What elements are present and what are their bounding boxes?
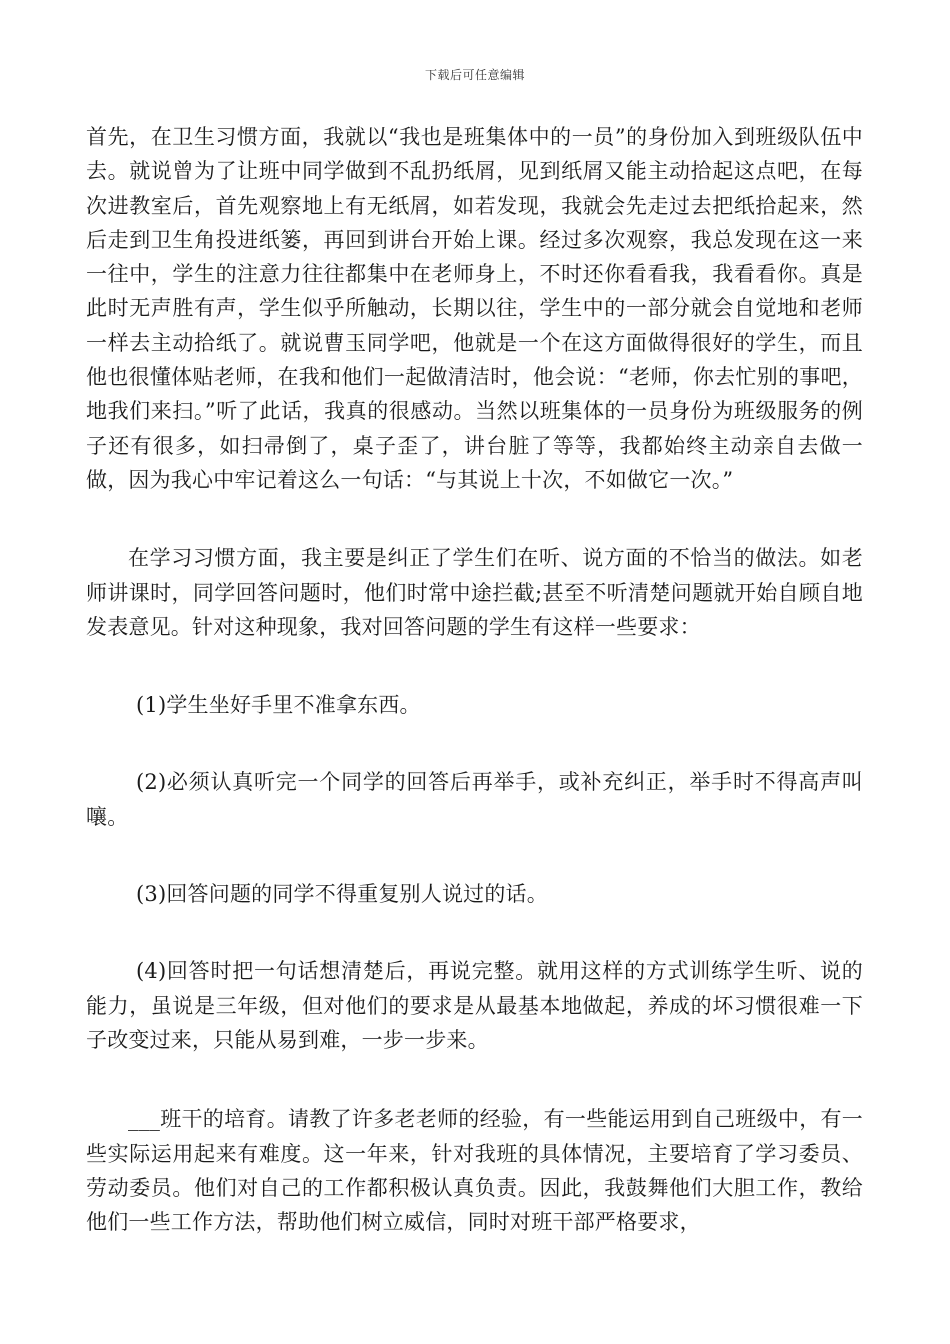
paragraph-hygiene-habits: 首先，在卫生习惯方面，我就以“我也是班集体中的一员”的身份加入到班级队伍中去。就说曾为了让班中同学做到不乱扔纸屑，见到纸屑又能主动拾起这点吧，在每次进教室后，首先观察地上有无纸屑，如若发现，我就会先走过去把纸拾起来，然后走到卫生角投进纸篓，再回到讲台开始上课。经过多次观察，我总发现在这一来一往中，学生的注意力往往都集中在老师身上，不时还你看看我，我看看你。真是此时无声胜有声，学生似乎所触动，长期以往，学生中的一部分就会自觉地和老师一样去主动拾纸了。就说曹玉同学吧，他就是一个在这方面做得很好的学生，而且他也很懂体贴老师，在我和他们一起做清洁时，他会说：“老师，你去忙别的事吧，地我们来扫。”听了此话，我真的很感动。当然以班集体的一员身份为班级服务的例子还有很多，如扫帚倒了，桌子歪了，讲台脏了等等，我都始终主动亲自去做一做，因为我心中牢记着这么一句话：“与其说上十次，不如做它一次。” (86, 125, 863, 492)
document-body (86, 120, 863, 1239)
list-item-1: (1)学生坐好手里不准拿东西。 (136, 693, 421, 718)
paragraph-study-habits: 在学习习惯方面，我主要是纠正了学生们在听、说方面的不恰当的做法。如老师讲课时，同学回答问题时，他们时常中途拦截;甚至不听清楚问题就开始自顾自地发表意见。针对这种现象，我对回答问题的学生有这样一些要求： (86, 546, 863, 639)
paragraph-class-cadre: ___班干的培育。请教了许多老老师的经验，有一些能运用到自己班级中，有一些实际运用起来有难度。这一年来，针对我班的具体情况，主要培育了学习委员、劳动委员。他们对自己的工作都积极认真负责。因此，我鼓舞他们大胆工作，教给他们一些工作方法，帮助他们树立威信，同时对班干部严格要求， (86, 1107, 863, 1235)
page-header: 下载后可任意编辑 (424, 68, 525, 82)
list-item-3: (3)回答问题的同学不得重复别人说过的话。 (136, 882, 548, 907)
list-item-4: (4)回答时把一句话想清楚后，再说完整。就用这样的方式训练学生听、说的能力，虽说是三年级，但对他们的要求是从最基本地做起，养成的坏习惯很难一下子改变过来，只能从易到难，一步一步来。 (86, 959, 863, 1052)
list-item-2: (2)必须认真听完一个同学的回答后再举手，或补充纠正，举手时不得高声叫嚷。 (86, 770, 863, 829)
